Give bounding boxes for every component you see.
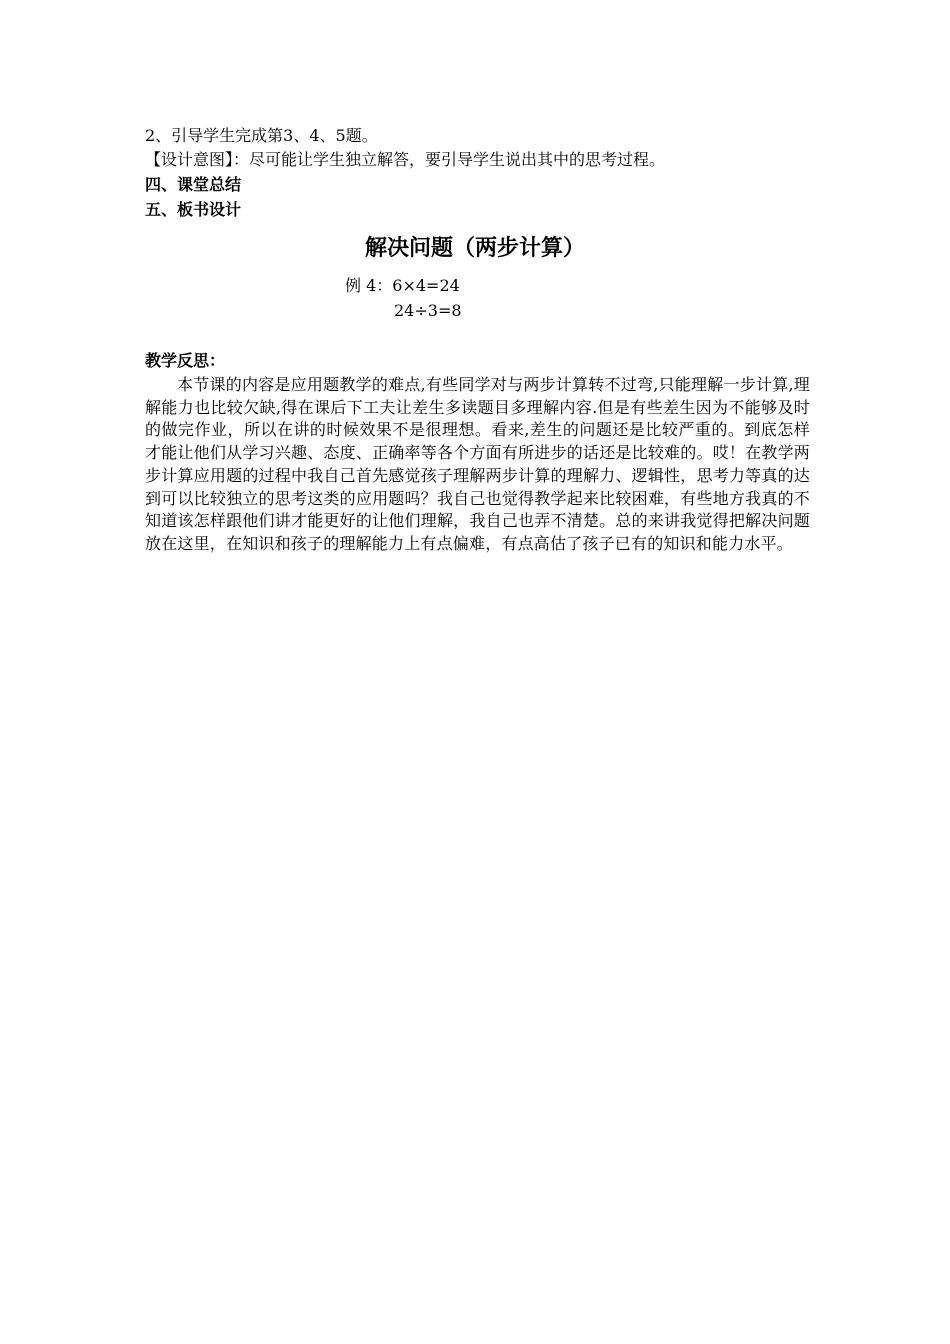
- example-line-1: 例 4：6×4=24: [345, 276, 460, 295]
- step-2-line: 2、引导学生完成第3、4、5题。: [145, 126, 378, 145]
- example-line-2: 24÷3=8: [394, 301, 462, 320]
- section-5-heading: 五、板书设计: [145, 200, 242, 219]
- board-title: 解决问题（两步计算）: [364, 236, 585, 261]
- design-intent-label: 【设计意图】: [145, 150, 234, 169]
- design-intent-text: ：尽可能让学生独立解答，要引导学生说出其中的思考过程。: [233, 150, 666, 169]
- design-intent-line: [145, 149, 665, 171]
- reflection-paragraph: 本节课的内容是应用题教学的难点,有些同学对与两步计算转不过弯,只能理解一步计算,理解能力也比较欠缺,得在课后下工夫让差生多读题目多理解内容.但是有些差生因为不能够及时的做完作业，所以在讲的时候效果不是很理想。看来,差生的问题还是比较严重的。到底怎样才能让他们从学习兴趣、态度、正确率等各个方面有所进步的话还是比较难的。哎！在教学两步计算应用题的过程中我自己首先感觉孩子理解两步计算的理解力、逻辑性，思考力等真的达到可以比较独立的思考这类的应用题吗？我自己也觉得教学起来比较困难，有些地方我真的不知道该怎样跟他们讲才能更好的让他们理解，我自己也弄不清楚。总的来讲我觉得把解决问题放在这里，在知识和孩子的理解能力上有点偏难，有点高估了孩子已有的知识和能力水平。: [145, 375, 810, 553]
- section-4-heading: 四、课堂总结: [145, 175, 242, 194]
- reflection-heading: 教学反思：: [145, 351, 226, 370]
